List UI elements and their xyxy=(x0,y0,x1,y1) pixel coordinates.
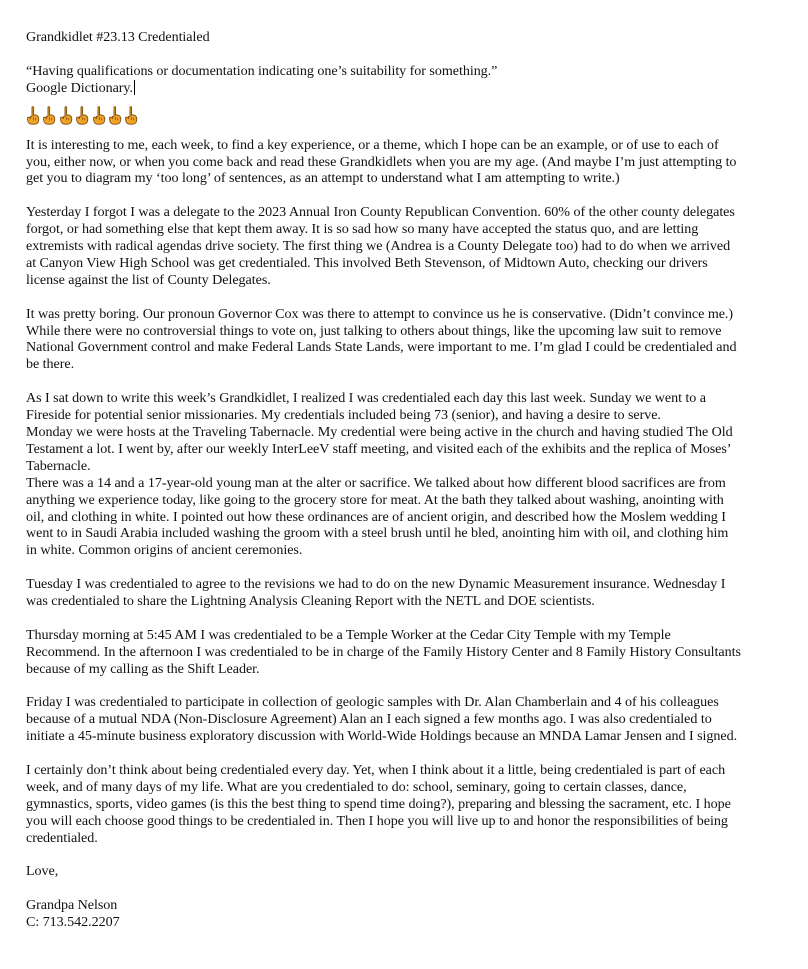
definition-source: Google Dictionary. xyxy=(26,79,133,96)
letter-paragraphs xyxy=(26,137,798,847)
paragraph-line: get you to diagram my ‘too long’ of sentences, as an attempt to understand what I am attempting to write.) xyxy=(26,170,620,187)
document-title xyxy=(26,29,798,46)
paragraph-line: While there were no controversial things to vote on, just talking to others about things, like the upcoming law suit to remove xyxy=(26,322,722,339)
definition-quote: “Having qualifications or documentation indicating one’s suitability for something.” xyxy=(26,62,498,79)
paragraph-line: Thursday morning at 5:45 AM I was credentialed to be a Temple Worker at the Cedar City Temple with my Temple xyxy=(26,626,671,643)
paragraph-line: National Government control and make Federal Lands State Lands, were important to me. I’m glad I could be credentialed and xyxy=(26,339,737,356)
paragraph-line: because of my calling as the Shift Leader. xyxy=(26,660,260,677)
point-down-hand-icon xyxy=(92,106,106,125)
paragraph-line: Friday I was credentialed to participate in collection of geologic samples with Dr. Alan Chamberlain and 4 of his colleagues xyxy=(26,694,719,711)
paragraph-line: week, and of many days of my life. What are you credentialed to do: school, seminary, going to certain classes, dance, xyxy=(26,778,687,795)
paragraph-line: you, either now, or when you come back and read these Grandkidlets when you are my age. (And maybe I’m just attempting to xyxy=(26,153,737,170)
paragraph-line: went to in Saudi Arabia included washing the groom with a steel brush until he bled, anointing him with oil, and clothing him xyxy=(26,525,729,542)
paragraph-line: Monday we were hosts at the Traveling Tabernacle. My credential were being active in the church and having studied The Old xyxy=(26,423,733,440)
emoji-row xyxy=(26,105,798,126)
closing-salutation xyxy=(26,863,798,880)
paragraph xyxy=(26,390,798,559)
paragraph-line: Fireside for potential senior missionaries. My credentials included being 73 (senior), and having a desire to serve. xyxy=(26,407,661,424)
paragraph-line: I certainly don’t think about being credentialed every day. Yet, when I think about it a little, being credentialed is part of each xyxy=(26,762,726,779)
point-down-hand-icon xyxy=(42,106,56,125)
paragraph-line: Tuesday I was credentialed to agree to the revisions we had to do on the new Dynamic Measurement insurance. Wednesday I xyxy=(26,576,726,593)
title-text: Grandkidlet #23.13 Credentialed xyxy=(26,29,210,45)
paragraph-line: because of a mutual NDA (Non-Disclosure Agreement) Alan an I each signed a few months ago. I was also credentialed to xyxy=(26,711,712,728)
paragraph-line: It was pretty boring. Our pronoun Governor Cox was there to attempt to convince us he is conservative. (Didn’t convince me.) xyxy=(26,305,734,322)
paragraph-line: was credentialed to share the Lightning Analysis Cleaning Report with the NETL and DOE scientists. xyxy=(26,593,595,610)
paragraph-line: you will each choose good things to be credentialed in. Then I hope you will live up to and honor the responsibilities of being xyxy=(26,812,728,829)
text-cursor xyxy=(134,80,135,95)
paragraph-line: There was a 14 and a 17-year-old young man at the alter or sacrifice. We talked about how different blood sacrifices are from xyxy=(26,474,726,491)
paragraph-line: Recommend. In the afternoon I was credentialed to be in charge of the Family History Center and 8 Family History Consultants xyxy=(26,643,741,660)
paragraph xyxy=(26,762,798,847)
paragraph-line: As I sat down to write this week’s Grandkidlet, I realized I was credentialed each day this last week. Sunday we went to a xyxy=(26,390,706,407)
paragraph-line: at Canyon View High School was get credentialed. This involved Beth Stevenson, of Midtown Auto, checking our drivers xyxy=(26,254,708,271)
paragraph-line: gymnastics, sports, video games (is this the best thing to spend time doing?), preparing and blessing the sacrament, etc. I hope xyxy=(26,795,731,812)
paragraph xyxy=(26,627,798,678)
paragraph xyxy=(26,306,798,374)
paragraph-line: license against the list of County Delegates. xyxy=(26,271,271,288)
point-down-hand-icon xyxy=(26,106,40,125)
paragraph xyxy=(26,137,798,188)
paragraph-line: Yesterday I forgot I was a delegate to the 2023 Annual Iron County Republican Convention. 60% of the other county delegates xyxy=(26,204,735,221)
paragraph-line: initiate a 45-minute business exploratory discussion with World-Wide Holdings because an MNDA Lamar Jensen and I signed. xyxy=(26,728,738,745)
paragraph-line: in white. Common origins of ancient ceremonies. xyxy=(26,542,303,559)
paragraph-line: It is interesting to me, each week, to find a key experience, or a theme, which I hope can be an example, or of use to each of xyxy=(26,136,719,153)
paragraph-line: credentialed. xyxy=(26,829,98,846)
paragraph-line: Tabernacle. xyxy=(26,457,91,474)
paragraph-line: forgot, or had something else that kept them away. It is so sad how so many have accepted the status quo, and are letting xyxy=(26,221,699,238)
definition-source-line xyxy=(26,80,798,97)
paragraph xyxy=(26,204,798,289)
point-down-hand-icon xyxy=(124,106,138,125)
signature-name: Grandpa Nelson xyxy=(26,897,118,914)
signature-phone: C: 713.542.2207 xyxy=(26,914,120,931)
paragraph-line: anything we experience today, like going to the grocery store for meat. At the bath they talked about washing, anointing with xyxy=(26,491,724,508)
salutation-text: Love, xyxy=(26,863,59,880)
paragraph xyxy=(26,694,798,745)
point-down-hand-icon xyxy=(59,106,73,125)
paragraph-line: be there. xyxy=(26,356,75,373)
signature-block xyxy=(26,897,798,931)
point-down-hand-icon xyxy=(75,106,89,125)
document-body xyxy=(26,29,798,948)
paragraph-line: oil, and clothing in white. I pointed out how these ordinances are of ancient origin, and described how the Moslem wedding I xyxy=(26,508,726,525)
paragraph-line: Testament a lot. I went by, after our weekly InterLeeV staff meeting, and visited each of the exhibits and the replica of Moses’ xyxy=(26,440,732,457)
paragraph-line: extremists with radical agendas drive society. The first thing we (Andrea is a County Delegate too) had to do when we arrived xyxy=(26,238,731,255)
definition-block xyxy=(26,63,798,97)
point-down-hand-icon xyxy=(108,106,122,125)
paragraph xyxy=(26,576,798,610)
